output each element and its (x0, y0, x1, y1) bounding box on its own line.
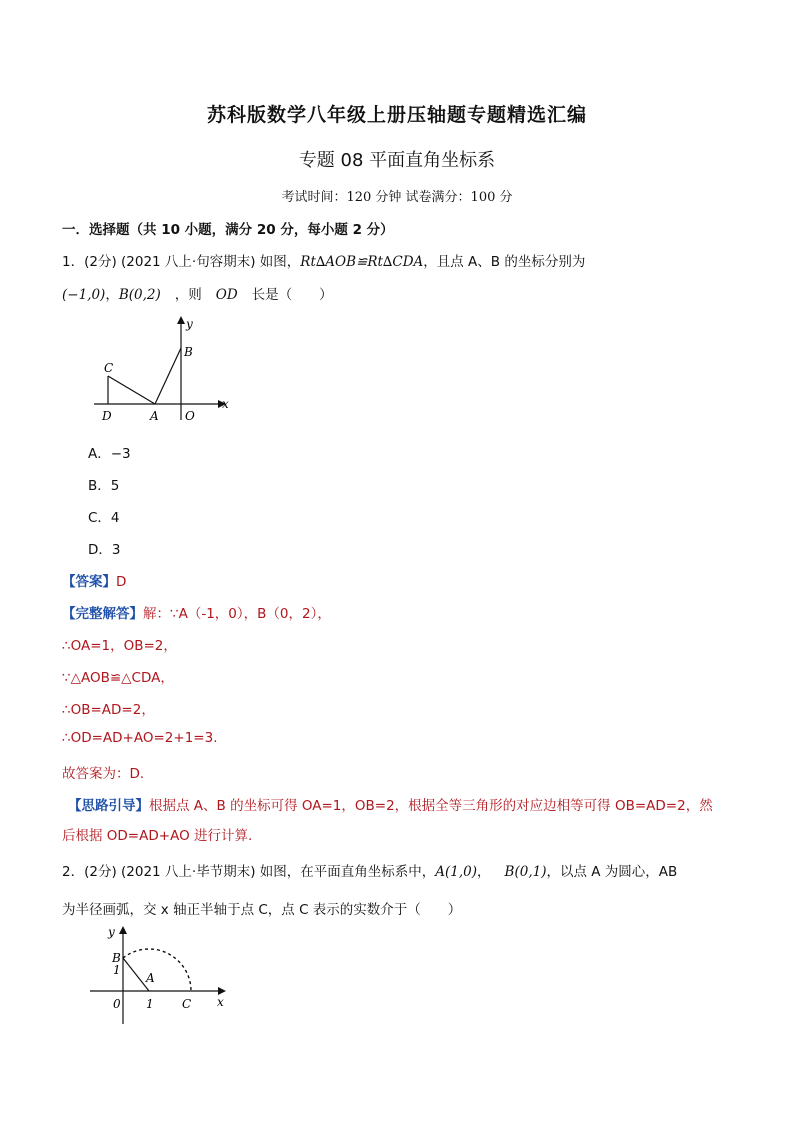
document-title: 苏科版数学八年级上册压轴题专题精选汇编 (206, 104, 587, 126)
q1-comma: ， (105, 287, 119, 303)
q2-sep: ， (477, 864, 491, 880)
q1-solution-4: ∴OB=AD=2， (62, 702, 155, 718)
q2-fig-label-x: x (217, 995, 224, 1009)
q2-figure (88, 920, 238, 1026)
q2-stem-line1 (62, 860, 677, 880)
exam-info: 考试时间：120 分钟 试卷满分：100 分 (281, 190, 513, 205)
q1-option-a: A．−3 (88, 446, 131, 462)
q2-stem-line2: 为半径画弧，交 x 轴正半轴于点 C，点 C 表示的实数介于（ ） (62, 902, 462, 918)
q1-solution-1: 解：∵A（-1，0），B（0，2）， (143, 606, 331, 622)
q1-stem-line2 (62, 283, 333, 303)
q1-coord-b: B(0,2) (118, 287, 161, 303)
q1-solution-line1 (62, 602, 331, 622)
q1-option-c: C．4 (88, 510, 120, 526)
q1-stem-math: Rt∆AOB≌Rt∆CDA (300, 254, 424, 270)
q2-fig-label-zero: 0 (113, 997, 121, 1011)
q1-fig-label-x: x (222, 397, 229, 411)
q1-fig-label-y: y (186, 317, 193, 331)
q2-coord-a: A(1,0) (435, 864, 478, 880)
q1-ask: 长是（ ） (251, 287, 333, 303)
q1-fig-label-a: A (150, 409, 159, 423)
q2-fig-label-b: B (112, 951, 121, 965)
q1-stem-line1 (62, 250, 585, 270)
q1-then: ，则 (174, 287, 202, 303)
q2-fig-label-one-y: 1 (113, 963, 121, 977)
q1-answer: D (116, 574, 127, 590)
q1-hint-1: 根据点 A、B 的坐标可得 OA=1，OB=2，根据全等三角形的对应边相等可得 OB=AD=2，然 (149, 798, 713, 814)
q1-solution-3: ∵△AOB≌△CDA， (62, 670, 174, 686)
q2-fig-label-y: y (108, 925, 115, 939)
q1-option-b: B．5 (88, 478, 120, 494)
q2-stem-b: ，以点 A 为圆心，AB (546, 864, 678, 880)
q1-coord-a: (−1,0) (62, 287, 106, 303)
q1-solution-5: ∴OD=AD+AO=2+1=3. (62, 730, 218, 746)
q1-fig-label-b: B (184, 345, 193, 359)
q1-figure (88, 312, 238, 424)
section-heading: 一．选择题（共 10 小题，满分 20 分，每小题 2 分） (62, 222, 394, 238)
q1-fig-label-o: O (185, 409, 195, 423)
q2-fig-label-a: A (146, 971, 155, 985)
q2-coord-b: B(0,1) (504, 864, 547, 880)
q2-fig-label-c: C (182, 997, 192, 1011)
q1-solution-2: ∴OA=1，OB=2， (62, 638, 177, 654)
q1-hint-line1 (68, 794, 713, 814)
q2-fig-label-one-x: 1 (146, 997, 154, 1011)
q1-hint-line2: 后根据 OD=AD+AO 进行计算. (62, 828, 253, 844)
q1-answer-line (62, 570, 126, 590)
q1-solution-tag: 【完整解答】 (62, 606, 143, 622)
q1-answer-tag: 【答案】 (62, 574, 116, 590)
q1-stem-b: ，且点 A、B 的坐标分别为 (423, 254, 586, 270)
q1-fig-label-c: C (104, 361, 114, 375)
document-subtitle: 专题 08 平面直角坐标系 (298, 150, 496, 171)
q2-stem-a: 2．(2分) (2021 八上·毕节期末) 如图，在平面直角坐标系中， (62, 864, 436, 880)
q1-fig-label-d: D (102, 409, 112, 423)
q1-conclusion: 故答案为：D. (62, 766, 145, 782)
q1-option-d: D．3 (88, 542, 121, 558)
q1-stem-a: 1．(2分) (2021 八上·句容期末) 如图， (62, 254, 301, 270)
q1-hint-tag: 【思路引导】 (68, 798, 149, 814)
q1-od: OD (215, 287, 238, 303)
